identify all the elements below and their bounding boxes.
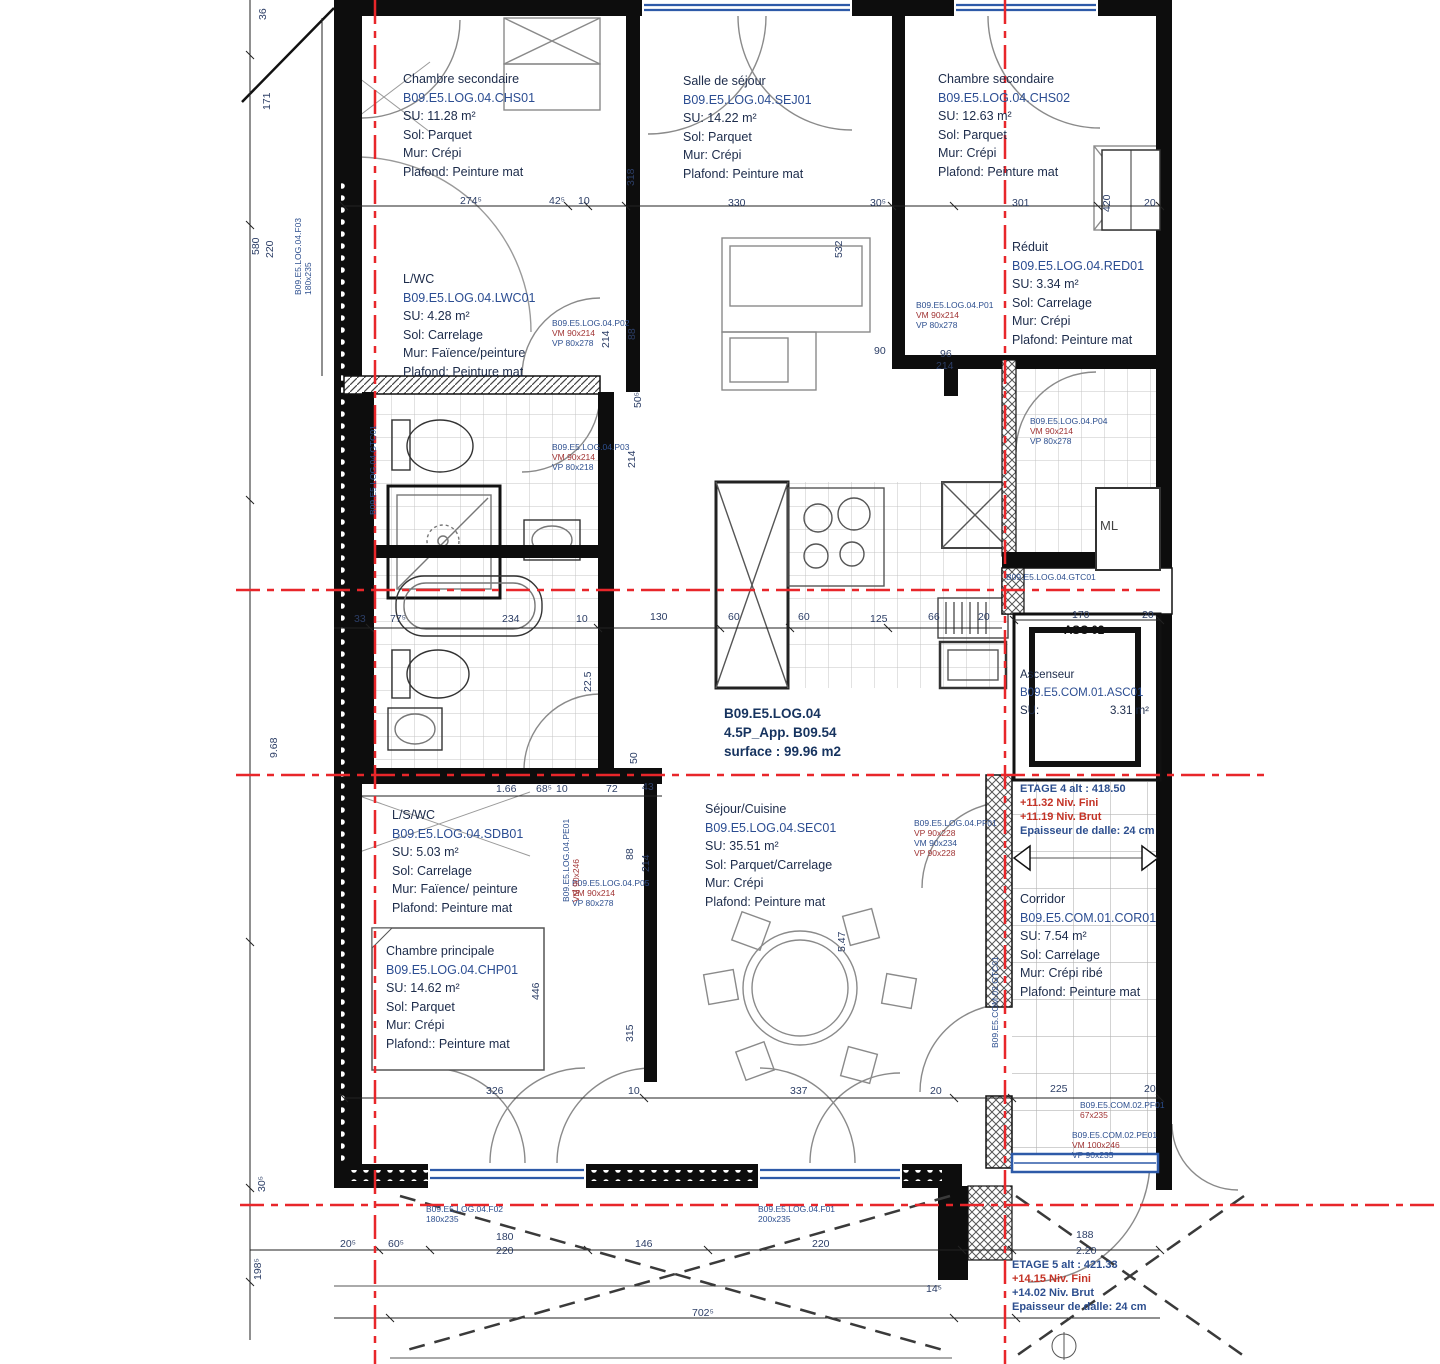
dimension-label: 10: [578, 195, 590, 207]
dimension-label: 214: [626, 450, 638, 468]
shaft-tag-gtc01: B09.E5.LOG.04.GTC01: [1006, 572, 1096, 582]
room-sol: Sol: Parquet: [386, 999, 455, 1014]
level-altitude: ETAGE 5 alt : 421.33: [1012, 1259, 1118, 1271]
dimension-label: 60: [728, 611, 740, 623]
room-plafond: Plafond: Peinture mat: [705, 894, 826, 909]
door-tag-p01: B09.E5.LOG.04.P01 VM 90x214 VP 80x278: [916, 300, 994, 330]
room-plafond: Plafond: Peinture mat: [1020, 984, 1141, 999]
room-mur: Mur: Crépi ribé: [1020, 966, 1103, 980]
dimension-label: 50⁵: [632, 391, 644, 408]
room-label-lwc01: [403, 270, 535, 381]
dimension-label: 88: [626, 328, 638, 340]
door-tag-p05: B09.E5.LOG.04.P05 VM 90x214 VP 80x278: [572, 878, 650, 908]
level-slab: Epaisseur de dalle: 24 cm: [1012, 1301, 1147, 1313]
room-sol: Sol: Carrelage: [1020, 947, 1100, 962]
room-code: B09.E5.LOG.04.CHS01: [403, 90, 536, 105]
room-sol: Sol: Parquet: [403, 127, 472, 142]
room-mur: Mur: Crépi: [386, 1018, 445, 1032]
dimension-label: 22.5: [582, 671, 594, 692]
washing-machine-label: ML: [1100, 518, 1119, 533]
room-mur: Mur: Faïence/peinture: [403, 346, 526, 360]
room-label-sej01: [683, 72, 812, 183]
dimension-label: 2.20: [1076, 1245, 1097, 1257]
room-mur: Mur: Crépi: [683, 148, 742, 162]
room-plafond: Plafond: Peinture mat: [938, 164, 1059, 179]
dimension-label: 96: [940, 348, 952, 360]
dimension-label: 9.68: [268, 737, 280, 758]
room-mur: Mur: Crépi: [705, 876, 764, 890]
level-niv-fini: +14.15 Niv. Fini: [1012, 1273, 1091, 1285]
elevator-header: ASC 02: [1064, 625, 1105, 637]
dimension-label: 318: [625, 168, 637, 186]
room-name: L/WC: [403, 272, 435, 286]
dimension-label: 20: [930, 1085, 942, 1097]
dimension-label: 330: [728, 197, 746, 209]
level-niv-brut: +11.19 Niv. Brut: [1020, 811, 1102, 823]
apartment-title: [724, 704, 841, 761]
level-note-etage4: [1020, 782, 1155, 838]
room-mur: Mur: Crépi: [403, 146, 462, 160]
dimension-label: 33: [354, 613, 366, 625]
dimension-label: 171: [261, 92, 273, 110]
room-su: SU: 14.62 m²: [386, 981, 460, 995]
dimension-label: 66: [928, 611, 940, 623]
room-plafond: Plafond: Peinture mat: [392, 900, 513, 915]
room-name: Corridor: [1020, 892, 1066, 906]
door-tag-pf01: B09.E5.LOG.04.PF01 VP 90x228 VM 90x234 VP 90x228: [914, 818, 997, 858]
dimension-label: 188: [1076, 1229, 1094, 1241]
dimension-label: 326: [486, 1085, 504, 1097]
dimension-label: 214: [600, 330, 612, 348]
shaft-tag-com-gtc01-vertical: B09.E5.COM.02.GTC01: [990, 956, 1000, 1048]
dimension-label: 68⁵: [536, 783, 553, 795]
room-label-chp01: [378, 938, 526, 1057]
dimension-label: 225: [1050, 1083, 1068, 1095]
room-plafond: Plafond: Peinture mat: [683, 166, 804, 181]
room-plafond: Plafond: Peinture mat: [403, 164, 524, 179]
room-name: L/S/WC: [392, 808, 436, 822]
room-sol: Sol: Parquet/Carrelage: [705, 857, 833, 872]
dimension-label: 42⁵: [549, 195, 566, 207]
room-su: SU: 11.28 m²: [403, 109, 476, 123]
window-tag-f03-vertical: B09.E5.LOG.04.F03 180x235: [293, 217, 313, 295]
dimension-label: 30⁵: [256, 1175, 268, 1192]
room-plafond: Plafond:: Peinture mat: [386, 1036, 510, 1051]
room-plafond: Plafond: Peinture mat: [1012, 332, 1133, 347]
room-name: Chambre principale: [386, 944, 495, 958]
room-name: Salle de séjour: [683, 74, 766, 88]
elevator-name: Ascenseur: [1020, 669, 1075, 681]
dimension-label: 274⁵: [460, 195, 482, 207]
room-code: B09.E5.LOG.04.SDB01: [392, 826, 524, 841]
room-name: Chambre secondaire: [938, 72, 1055, 86]
dimension-label: 198⁵: [252, 1258, 264, 1280]
dimension-label: 43: [642, 781, 654, 793]
dimension-label: 702⁵: [692, 1307, 714, 1319]
dimension-label: 20: [1144, 1083, 1156, 1095]
room-name: Réduit: [1012, 240, 1049, 254]
dimension-label: 20: [1144, 197, 1156, 209]
dimension-label: 220: [812, 1238, 830, 1250]
door-tag-com-pe01: B09.E5.COM.02.PE01 VM 100x246 VP 90x235: [1072, 1130, 1158, 1160]
room-su: SU: 35.51 m²: [705, 839, 779, 853]
dimension-label: 125: [870, 613, 888, 625]
dimension-label: 234: [502, 613, 520, 625]
level-slab: Epaisseur de dalle: 24 cm: [1020, 825, 1155, 837]
dimension-label: 214: [936, 360, 954, 372]
room-name: Chambre secondaire: [403, 72, 520, 86]
elevator-su-value: 3.31 m²: [1110, 705, 1149, 717]
room-sol: Sol: Carrelage: [392, 863, 472, 878]
room-su: SU: 7.54 m²: [1020, 929, 1087, 943]
dimension-label: 10: [556, 783, 568, 795]
room-sol: Sol: Carrelage: [403, 327, 483, 342]
dimension-label: 580: [250, 237, 262, 255]
dimension-label: 60: [798, 611, 810, 623]
room-label-sdb01: [392, 806, 523, 917]
dimension-label: 1.66: [496, 783, 517, 795]
room-sol: Sol: Parquet: [683, 129, 752, 144]
room-mur: Mur: Crépi: [1012, 314, 1071, 328]
room-code: B09.E5.LOG.04.LWC01: [403, 290, 536, 305]
dimension-label: 10: [576, 613, 588, 625]
room-code: B09.E5.LOG.04.CHS02: [938, 90, 1071, 105]
door-tag-com-pf01: B09.E5.COM.02.PF01 67x235: [1080, 1100, 1165, 1120]
dimension-label: 315: [624, 1024, 636, 1042]
room-label-chs01: [403, 70, 535, 181]
elevator-su-label: SU:: [1020, 705, 1040, 717]
dimension-label: 420: [1101, 194, 1113, 212]
dimension-label: 90: [874, 345, 886, 357]
room-su: SU: 14.22 m²: [683, 111, 757, 125]
room-sol: Sol: Carrelage: [1012, 295, 1092, 310]
dimension-label: 20⁵: [340, 1238, 357, 1250]
elevator-code: B09.E5.COM.01.ASC01: [1020, 687, 1144, 699]
room-code: B09.E5.LOG.04.SEC01: [705, 820, 837, 835]
level-niv-fini: +11.32 Niv. Fini: [1020, 797, 1099, 809]
room-su: SU: 4.28 m²: [403, 309, 470, 323]
room-code: B09.E5.COM.01.COR01: [1020, 910, 1157, 925]
dimension-label: 220: [496, 1245, 514, 1257]
dimension-label: 301: [1012, 197, 1030, 209]
window-tag-f02: B09.E5.LOG.04.F02 180x235: [426, 1204, 504, 1224]
dimension-label: 532: [833, 240, 845, 258]
apartment-surface: surface : 99.96 m2: [724, 744, 842, 759]
door-tag-p03: B09.E5.LOG.04.P03 VM 90x214 VP 80x218: [552, 442, 630, 472]
room-sol: Sol: Parquet: [938, 127, 1007, 142]
dimension-label: 50: [628, 752, 640, 764]
room-label-red01: [1012, 238, 1144, 349]
dimension-label: 5.47: [836, 931, 848, 952]
dimension-label: 170: [1072, 609, 1090, 621]
dimension-label: 146: [635, 1238, 653, 1250]
room-mur: Mur: Crépi: [938, 146, 997, 160]
level-altitude: ETAGE 4 alt : 418.50: [1020, 783, 1126, 795]
door-tag-pe01-vertical: B09.E5.LOG.04.PE01 VM 90x246: [561, 818, 581, 902]
dimension-label: 36: [257, 8, 269, 20]
room-name: Séjour/Cuisine: [705, 802, 787, 816]
dimension-label: 20: [978, 611, 990, 623]
dimension-label: 130: [650, 611, 668, 623]
window-tag-f01: B09.E5.LOG.04.F01 200x235: [758, 1204, 836, 1224]
room-label-cor01: [1020, 890, 1156, 1001]
dimension-label: 77⁵: [390, 613, 407, 625]
room-code: B09.E5.LOG.04.RED01: [1012, 258, 1145, 273]
room-code: B09.E5.LOG.04.CHP01: [386, 962, 519, 977]
dimension-label: 337: [790, 1085, 808, 1097]
room-label-sec01: [705, 800, 836, 911]
dimension-label: 220: [264, 240, 276, 258]
dimension-label: 20: [1142, 609, 1154, 621]
room-mur: Mur: Faïence/ peinture: [392, 882, 518, 896]
dimension-label: 180: [496, 1231, 514, 1243]
dimension-label: 88: [624, 848, 636, 860]
dimension-label: 30⁵: [870, 197, 887, 209]
room-su: SU: 3.34 m²: [1012, 277, 1079, 291]
door-tag-p04: B09.E5.LOG.04.P04 VM 90x214 VP 80x278: [1030, 416, 1108, 446]
room-su: SU: 12.63 m²: [938, 109, 1012, 123]
dimension-label: 10: [628, 1085, 640, 1097]
level-note-etage5: [1012, 1258, 1147, 1314]
level-niv-brut: +14.02 Niv. Brut: [1012, 1287, 1095, 1299]
dimension-label: 60⁵: [388, 1238, 405, 1250]
apartment-type: 4.5P_App. B09.54: [724, 725, 837, 740]
room-plafond: Plafond: Peinture mat: [403, 364, 524, 379]
dimension-label: 72: [606, 783, 618, 795]
dimension-label: 446: [530, 982, 542, 1000]
apartment-code: B09.E5.LOG.04: [724, 706, 821, 721]
dimension-label: 214: [640, 854, 652, 872]
door-tag-p02: B09.E5.LOG.04.P02 VM 90x214 VP 80x278: [552, 318, 630, 348]
shaft-tag-gtc01-vertical: B09.E5.LOG.04.GTC01: [368, 425, 378, 515]
room-label-chs02: [938, 70, 1070, 181]
room-code: B09.E5.LOG.04.SEJ01: [683, 92, 812, 107]
room-su: SU: 5.03 m²: [392, 845, 459, 859]
dimension-label: 14⁵: [926, 1283, 943, 1295]
